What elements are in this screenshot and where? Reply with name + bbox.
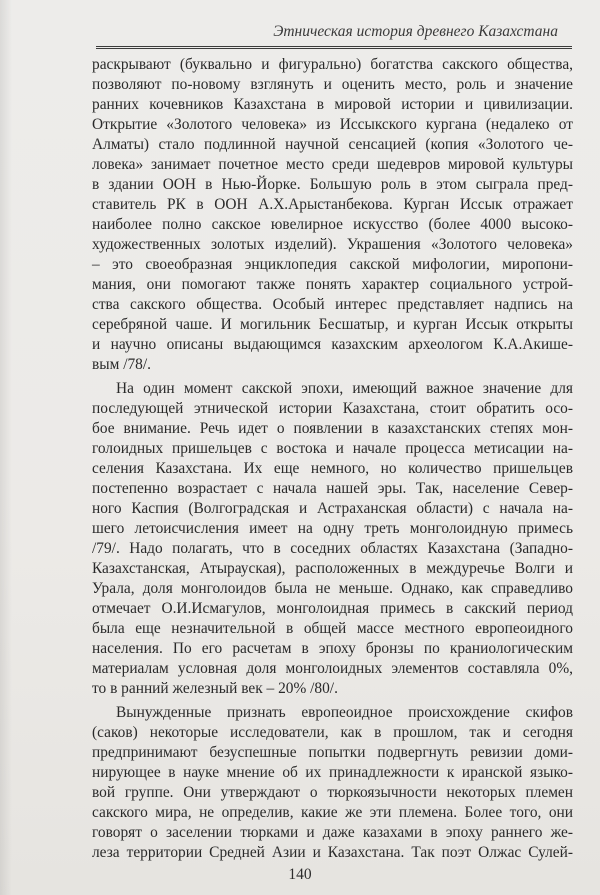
text-line: /79/. Надо полагать, что в соседних областях Казахстана (Западно-: [92, 540, 573, 557]
text-line: отмечает О.И.Исмагулов, монголоидная примесь в сакский период: [92, 600, 573, 617]
text-line: населения. По его расчетам в эпоху бронзы по краниологическим: [92, 640, 573, 657]
text-line: раскрывают (буквально и фигурально) богатства сакского общества,: [92, 56, 573, 73]
text-line: Урала, доля монголоидов была не меньше. Однако, как справедливо: [92, 580, 573, 597]
text-line: то в ранний железный век – 20% /80/.: [92, 680, 338, 697]
text-line: Казахстанская, Атырауская), расположенных в междуречье Волги и: [92, 560, 573, 577]
text-line: позволяют по-новому взглянуть и оценить место, роль и значение: [92, 76, 573, 93]
text-line-paragraph-start: Вынужденные признать европеоидное происхождение скифов: [116, 704, 573, 721]
text-line: голоидных пришельцев с востока и начале процесса метисации на-: [92, 440, 573, 457]
text-line: бое внимание. Речь идет о появлении в казахстанских степях мон-: [92, 420, 573, 437]
running-header-title: Этническая история древнего Казахстана: [273, 23, 558, 40]
text-line: ного Каспия (Волгоградская и Астраханская области) с начала на-: [92, 500, 573, 517]
text-line-paragraph-start: На один момент сакской эпохи, имеющий важное значение для: [116, 380, 573, 397]
text-line: (саков) некоторые исследователи, как в прошлом, так и сегодня: [92, 724, 573, 741]
text-line: и научно описаны выдающимся казахским археологом К.А.Акише-: [92, 336, 573, 353]
text-line: Алматы) стало подлинной научной сенсацией (копия «Золотого че-: [92, 136, 573, 153]
page-edge-shadow: [0, 0, 12, 895]
text-line: мания, они помогают также понять характер социального устрой-: [92, 276, 573, 293]
text-line: наиболее полно сакское ювелирное искусство (более 4000 высоко-: [92, 216, 573, 233]
header-double-rule: [96, 46, 572, 49]
text-line: материалам условная доля монголоидных элементов составляла 0%,: [92, 660, 573, 677]
text-line: предпринимают безуспешные попытки подвергнуть ревизии доми-: [92, 744, 573, 761]
running-header: [96, 23, 572, 51]
text-line: ства сакского общества. Особый интерес представляет надпись на: [92, 296, 573, 313]
text-line: леза территории Средней Азии и Казахстана. Так поэт Олжас Сулей-: [92, 844, 573, 861]
text-line: серебряной чаше. И могильник Бесшатыр, и курган Иссык открыты: [92, 316, 573, 333]
text-line: была еще незначительной в общей массе местного европеоидного: [92, 620, 573, 637]
text-line: Открытие «Золотого человека» из Иссыкского кургана (недалеко от: [92, 116, 573, 133]
text-line: ранних кочевников Казахстана в мировой истории и цивилизации.: [92, 96, 573, 113]
text-line: ловека» занимает почетное место среди шедевров мировой культуры: [92, 156, 573, 173]
text-line: вой группе. Они утверждают о тюркоязычности некоторых племен: [92, 784, 573, 801]
text-line: сакского мира, не определив, какие же эти племена. Более того, они: [92, 804, 573, 821]
text-line: нирующее в науке мнение об их принадлежности к иранской языко-: [92, 764, 573, 781]
page-number: 140: [288, 866, 312, 883]
text-line: в здании ООН в Нью-Йорке. Большую роль в этом сыграла пред-: [92, 176, 573, 193]
text-line: – это своеобразная энциклопедия сакской мифологии, миропони-: [92, 256, 573, 273]
text-line: вым /78/.: [92, 356, 151, 373]
text-line: постепенно возрастает с начала нашей эры. Так, население Север-: [92, 480, 573, 497]
text-line: художественных золотых изделий). Украшения «Золотого человека»: [92, 236, 573, 253]
text-line: шего летоисчисления имеет на одну треть монголоидную примесь: [92, 520, 573, 537]
text-line: последующей этнической истории Казахстана, стоит обратить осо-: [92, 400, 573, 417]
text-line: ставитель РК в ООН А.Х.Арыстанбекова. Курган Иссык отражает: [92, 196, 573, 213]
text-line: селения Казахстана. Их еще немного, но количество пришельцев: [92, 460, 573, 477]
text-line: говорят о заселении тюрками и даже казахами в эпоху раннего же-: [92, 824, 573, 841]
